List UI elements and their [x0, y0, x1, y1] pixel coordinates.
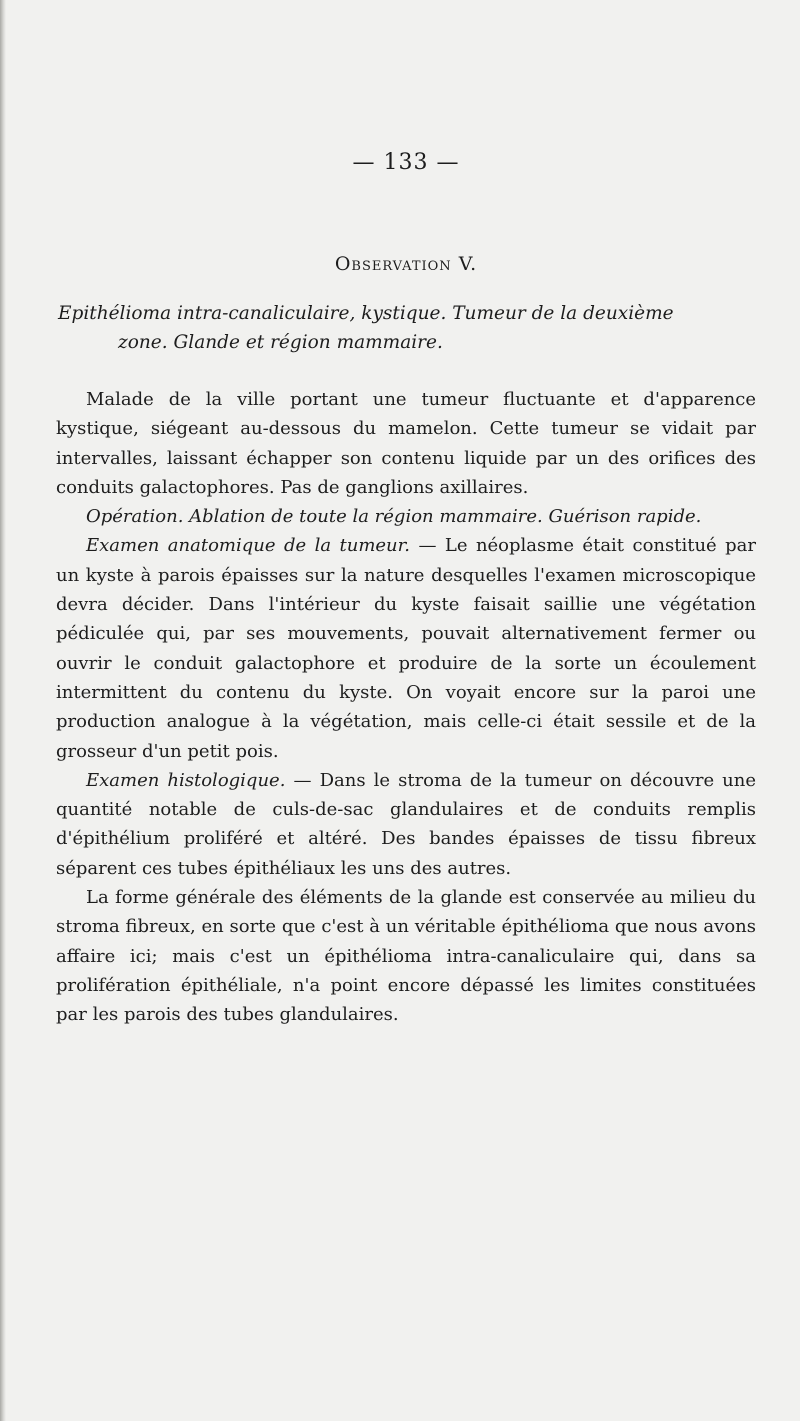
- subtitle-line-1: Epithélioma intra-canaliculaire, kystique. Tumeur de la deuxième: [58, 303, 674, 324]
- paragraph-conclusion: La forme générale des éléments de la glande est conservée au milieu du stroma fibreux, en sorte que c'est à un véritable épithélioma que nous avons affaire ici; mais c'est un épithélioma intra-canaliculaire qui, dans sa prolifération épithéliale, n'a point encore dépassé les limites constituées par les parois des tubes glandulaires.: [56, 887, 756, 1026]
- scan-edge-shadow: [0, 0, 6, 1421]
- paragraph-anatomic-exam: [56, 531, 756, 765]
- observation-subtitle: [56, 299, 756, 357]
- histologic-exam-text: — Dans le stroma de la tumeur on découvre une quantité notable de culs-de-sac glandulaires et de conduits remplis d'épithélium proliféré et altéré. Des bandes épaisses de tissu fibreux séparent ces tubes épithéliaux les uns des autres.: [56, 769, 757, 879]
- paragraph-histologic-exam: [56, 766, 756, 883]
- paragraph-case-history: Malade de la ville portant une tumeur fluctuante et d'apparence kystique, siégeant au-dessous du mamelon. Cette tumeur se vidait par intervalles, laissant échapper son contenu liquide par un des orifices des conduits galactophores. Pas de ganglions axillaires.: [56, 389, 756, 498]
- document-page: [56, 150, 756, 1030]
- anatomic-exam-label: Examen anatomique de la tumeur.: [86, 535, 410, 557]
- paragraph-operation: Opération. Ablation de toute la région mammaire. Guérison rapide.: [86, 506, 702, 528]
- histologic-exam-label: Examen histologique.: [86, 769, 286, 791]
- subtitle-line-2: zone. Glande et région mammaire.: [118, 332, 443, 353]
- body-text: [56, 385, 756, 1030]
- anatomic-exam-text: — Le néoplasme était constitué par un kyste à parois épaisses sur la nature desquelles l'examen microscopique devra décider. Dans l'intérieur du kyste faisait saillie une végétation pédiculée qui, par ses mouvements, pouvait alternativement fermer ou ouvrir le conduit galactophore et produire de la sorte un écoulement intermittent du contenu du kyste. On voyait encore sur la paroi une production analogue à la végétation, mais celle-ci était sessile et de la grosseur d'un petit pois.: [56, 535, 757, 762]
- page-number: — 133 —: [352, 150, 460, 175]
- observation-title: Observation V.: [334, 253, 478, 275]
